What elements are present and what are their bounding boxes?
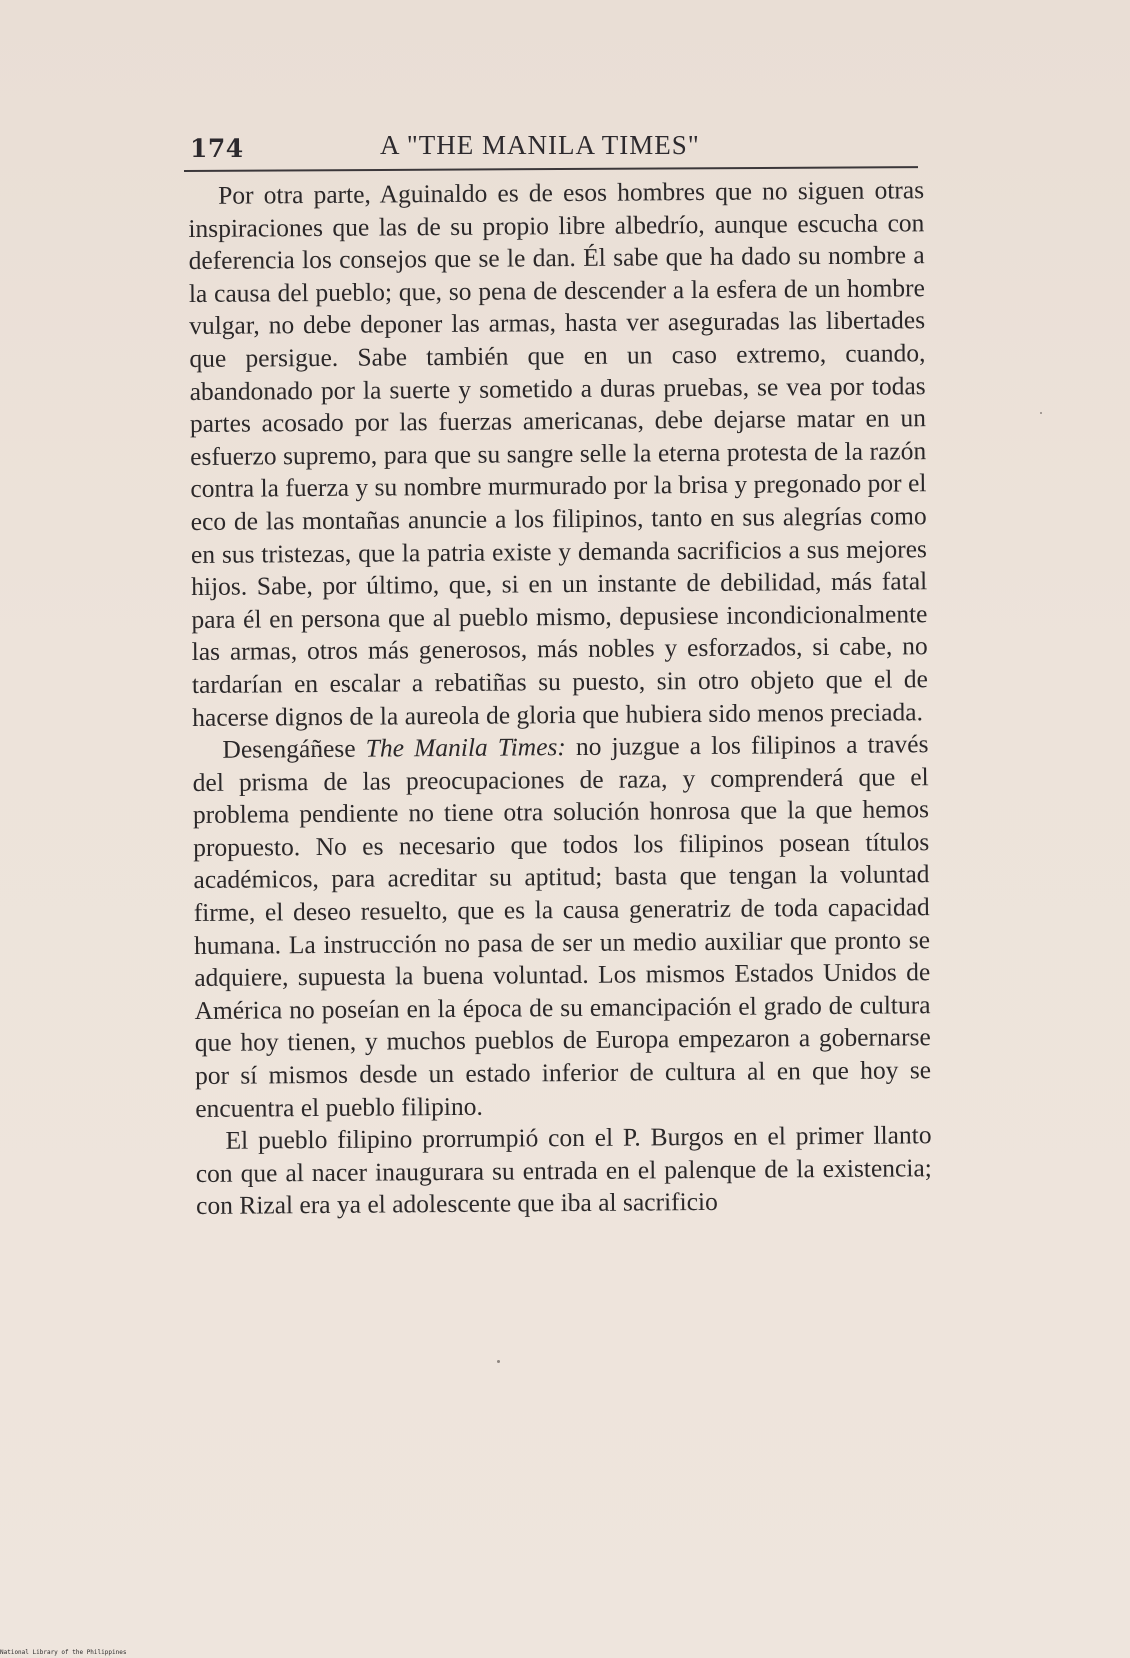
library-credit: National Library of the Philippines	[0, 1649, 127, 1656]
paragraph-2-text: no juzgue a los filipinos a través del prisma de las preocupaciones de raza, y comprenderá que el problema pendiente no tiene otra solución honrosa que la que hemos propuesto. No es necesario que todos los filipinos posean títulos académicos, para acreditar su aptitud; basta que tengan la voluntad firme, el deseo resuelto, que es la causa generatriz de toda capacidad humana. La instrucción no pasa de ser un medio auxiliar que pronto se adquiere, supuesta la buena voluntad. Los mismos Estados Unidos de América no poseían en la época de su emancipación el grado de cultura que hoy tienen, y muchos pueblos de Europa empezaron a gobernarse por sí mismos desde un estado inferior de cultura al en que hoy se encuentra el pueblo filipino.	[192, 729, 932, 1123]
paper-speck	[1040, 412, 1042, 414]
running-title: A "THE MANILA TIMES"	[380, 130, 700, 160]
paragraph-2-lead: Desengáñese	[222, 733, 356, 764]
paragraph-1: Por otra parte, Aguinaldo es de esos hombres que no siguen otras inspiraciones que las de su propio libre albedrío, aunque escucha con deferencia los consejos que se le dan. Él sabe que ha dado su nombre a la causa del pueblo; que, so pena de descender a la esfera de un hombre vulgar, no debe deponer las armas, hasta ver aseguradas las libertades que persigue. Sabe también que en un caso extremo, cuando, abandonado por la suerte y sometido a duras pruebas, se vea por todas partes acosado por las fuerzas americanas, debe dejarse matar en un esfuerzo supremo, para que su sangre selle la eterna protesta de la razón contra la fuerza y su nombre murmurado por la brisa y pregonado por el eco de las montañas anuncie a los filipinos, tanto en sus alegrías como en sus tristezas, que la patria existe y demanda sacrificios a sus mejores hijos. Sabe, por último, que, si en un instante de debilidad, más fatal para él en persona que al pueblo mismo, depusiese incondicionalmente las armas, otros más generosos, más nobles y esforzados, si cabe, no tardarían en escalar a rebatiñas su puesto, sin otro objeto que el de hacerse dignos de la aureola de gloria que hubiera sido menos preciada.	[188, 175, 929, 732]
paper-title-italic: The Manila Times:	[365, 732, 566, 763]
paragraph-3: El pueblo filipino prorrumpió con el P. Burgos en el primer llanto con que al nacer inaugurara su entrada en el palenque de la existencia; con Rizal era ya el adolescente que iba al sacrificio	[195, 1120, 932, 1221]
body-text	[188, 174, 932, 1223]
paper-speck	[497, 1360, 500, 1363]
page-number: 174	[190, 134, 244, 163]
header-rule	[184, 166, 918, 172]
paragraph-2	[192, 728, 931, 1125]
